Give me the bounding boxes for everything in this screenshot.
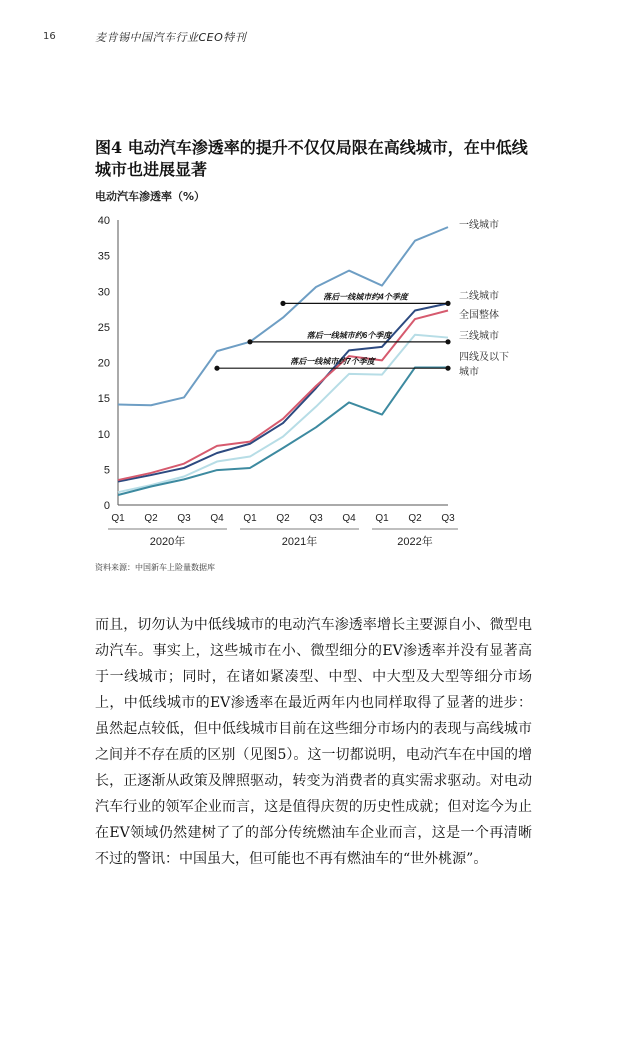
legend-label: 四线及以下 — [459, 352, 509, 363]
x-tick-label: Q1 — [111, 513, 125, 524]
page-number: 16 — [43, 31, 56, 42]
lag-marker-end-dot — [445, 301, 450, 306]
x-tick-label: Q3 — [441, 513, 455, 524]
legend-label: 三线城市 — [459, 331, 499, 342]
legend-label: 全国整体 — [459, 310, 499, 321]
y-axis-unit-label: 电动汽车渗透率（%） — [95, 190, 206, 203]
year-group-label: 2022年 — [397, 536, 433, 548]
y-tick-label: 25 — [97, 321, 110, 334]
lag-marker-label: 落后一线城市约4个季度 — [323, 292, 408, 302]
year-group-label: 2020年 — [149, 536, 186, 548]
x-tick-label: Q3 — [177, 513, 191, 524]
lag-marker-label: 落后一线城市约7个季度 — [290, 357, 375, 367]
lag-marker-label: 落后一线城市约6个季度 — [306, 330, 392, 340]
running-title: 麦肯锡中国汽车行业CEO特刊 — [95, 31, 247, 44]
legend-label: 二线城市 — [459, 291, 499, 302]
figure-title: 图4 电动汽车渗透率的提升不仅仅局限在高线城市，在中低线城市也进展显著 — [95, 138, 528, 179]
series-line-5 — [118, 367, 448, 495]
lag-marker-end-dot — [445, 339, 450, 344]
figure-source: 资料来源：中国新车上险量数据库 — [95, 563, 215, 572]
x-tick-label: Q1 — [243, 513, 257, 524]
x-tick-label: Q4 — [342, 513, 356, 524]
series-line-1 — [118, 227, 448, 405]
y-tick-label: 30 — [97, 286, 110, 299]
lag-marker-end-dot — [445, 366, 450, 371]
y-tick-label: 10 — [97, 428, 110, 441]
lag-marker-start-dot — [247, 339, 252, 344]
x-tick-label: Q2 — [408, 513, 422, 524]
x-tick-label: Q1 — [375, 513, 389, 524]
y-tick-label: 0 — [103, 500, 110, 512]
x-tick-label: Q4 — [210, 513, 224, 524]
lag-marker-start-dot — [214, 366, 219, 371]
x-tick-label: Q3 — [309, 513, 323, 524]
y-tick-label: 15 — [97, 393, 110, 406]
legend-label: 城市 — [459, 367, 479, 378]
y-tick-label: 40 — [97, 215, 110, 227]
penetration-line-chart — [80, 205, 550, 555]
legend-label: 一线城市 — [459, 220, 499, 231]
series-line-3 — [118, 310, 448, 480]
y-tick-label: 20 — [97, 357, 110, 370]
lag-marker-start-dot — [280, 301, 285, 306]
x-tick-label: Q2 — [144, 513, 158, 524]
body-paragraph: 而且，切勿认为中低线城市的电动汽车渗透率增长主要源自小、微型电动汽车。事实上，这些城市在小、微型细分的EV渗透率并没有显著高于一线城市；同时，在诸如紧凑型、中型、中大型及大型等细分市场上，中低线城市的EV渗透率在最近两年内也同样取得了显著的进步：虽然起点较低，但中低线城市目前在这些细分市场内的表现与高线城市之间并不存在质的区别（见图5）。这一切都说明，电动汽车在中国的增长，正逐渐从政策及牌照驱动，转变为消费者的真实需求驱动。对电动汽车行业的领军企业而言，这是值得庆贺的历史性成就；但对迄今为止在EV领域仍然建树了了的部分传统燃油车企业而言，这是一个再清晰不过的警讯：中国虽大，但可能也不再有燃油车的“世外桃源”。 — [95, 617, 532, 867]
year-group-label: 2021年 — [281, 536, 318, 548]
y-tick-label: 35 — [97, 250, 110, 263]
y-tick-label: 5 — [103, 464, 110, 477]
x-tick-label: Q2 — [276, 513, 290, 524]
